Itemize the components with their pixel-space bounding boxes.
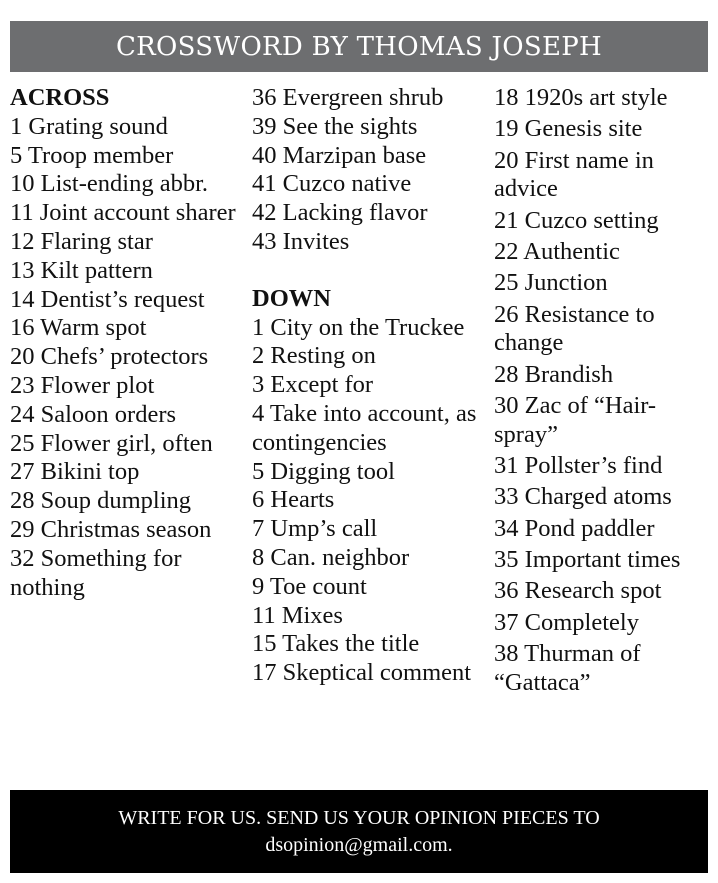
down-clue: 26 Resistance to change: [494, 300, 655, 357]
across-clue: 1 Grating sound: [10, 112, 168, 140]
column-2: [252, 84, 484, 688]
across-clue: 24 Saloon orders: [10, 400, 177, 428]
down-clue: 3 Except for: [252, 371, 374, 399]
across-clue: 32 Something for nothing: [10, 544, 182, 601]
down-clue: 34 Pond paddler: [494, 514, 655, 542]
down-clue: 8 Can. neighbor: [252, 543, 410, 571]
down-clue: 5 Digging tool: [252, 457, 395, 485]
down-clue: 1 City on the Truckee: [252, 313, 465, 341]
down-clue: 37 Completely: [494, 608, 639, 636]
across-clue: 36 Evergreen shrub: [252, 84, 444, 111]
page-title: [10, 21, 708, 72]
column-3: [494, 84, 710, 700]
down-clue: 4 Take into account, as contingencies: [252, 399, 477, 456]
across-clue: 16 Warm spot: [10, 314, 147, 342]
across-clue: 23 Flower plot: [10, 371, 155, 399]
down-clue: 19 Genesis site: [494, 115, 643, 143]
down-heading: DOWN: [252, 284, 331, 312]
down-clue: 7 Ump’s call: [252, 515, 378, 543]
down-clue: 9 Toe count: [252, 572, 367, 600]
down-clue: 30 Zac of “Hair-spray”: [494, 391, 657, 448]
down-clue: 21 Cuzco setting: [494, 206, 659, 234]
across-clue: 43 Invites: [252, 227, 350, 255]
down-clue: 28 Brandish: [494, 360, 614, 388]
down-clue: 6 Hearts: [252, 486, 335, 514]
down-clue: 20 First name in advice: [494, 146, 654, 203]
down-clue: 15 Takes the title: [252, 630, 420, 658]
across-clue: 40 Marzipan base: [252, 141, 427, 169]
across-clue: 39 See the sights: [252, 112, 418, 140]
across-clue: 5 Troop member: [10, 141, 174, 169]
footer-banner: [10, 790, 708, 873]
footer-email: dsopinion@gmail.com.: [265, 833, 453, 856]
across-clue: 12 Flaring star: [10, 227, 153, 255]
across-clue: 14 Dentist’s request: [10, 285, 205, 313]
across-clue: 10 List-ending abbr.: [10, 170, 209, 198]
across-clue: 27 Bikini top: [10, 458, 140, 486]
across-clue: 41 Cuzco native: [252, 170, 412, 198]
down-clue: 35 Important times: [494, 545, 681, 573]
down-clue: 11 Mixes: [252, 601, 343, 629]
page-title-text: CROSSWORD BY THOMAS JOSEPH: [115, 31, 603, 62]
across-clue: 28 Soup dumpling: [10, 487, 192, 515]
column-1: [10, 84, 242, 602]
down-clue: 31 Pollster’s find: [494, 452, 663, 480]
across-heading: ACROSS: [10, 84, 110, 111]
down-clue: 17 Skeptical comment: [252, 659, 472, 687]
down-clue: 38 Thurman of “Gattaca”: [494, 639, 641, 696]
down-clue: 33 Charged atoms: [494, 483, 672, 511]
down-clue: 22 Authentic: [494, 237, 620, 265]
down-clue: 36 Research spot: [494, 577, 662, 605]
down-clue: 2 Resting on: [252, 342, 376, 370]
across-clue: 29 Christmas season: [10, 515, 212, 543]
across-clue: 13 Kilt pattern: [10, 256, 153, 284]
across-clue: 11 Joint account sharer: [10, 199, 236, 227]
down-clue: 18 1920s art style: [494, 84, 668, 111]
across-clue: 42 Lacking flavor: [252, 199, 428, 227]
across-clue: 20 Chefs’ protectors: [10, 343, 209, 371]
across-clue: 25 Flower girl, often: [10, 429, 213, 457]
footer-line-1: WRITE FOR US. SEND US YOUR OPINION PIECES TO: [118, 806, 600, 829]
down-clue: 25 Junction: [494, 269, 608, 297]
